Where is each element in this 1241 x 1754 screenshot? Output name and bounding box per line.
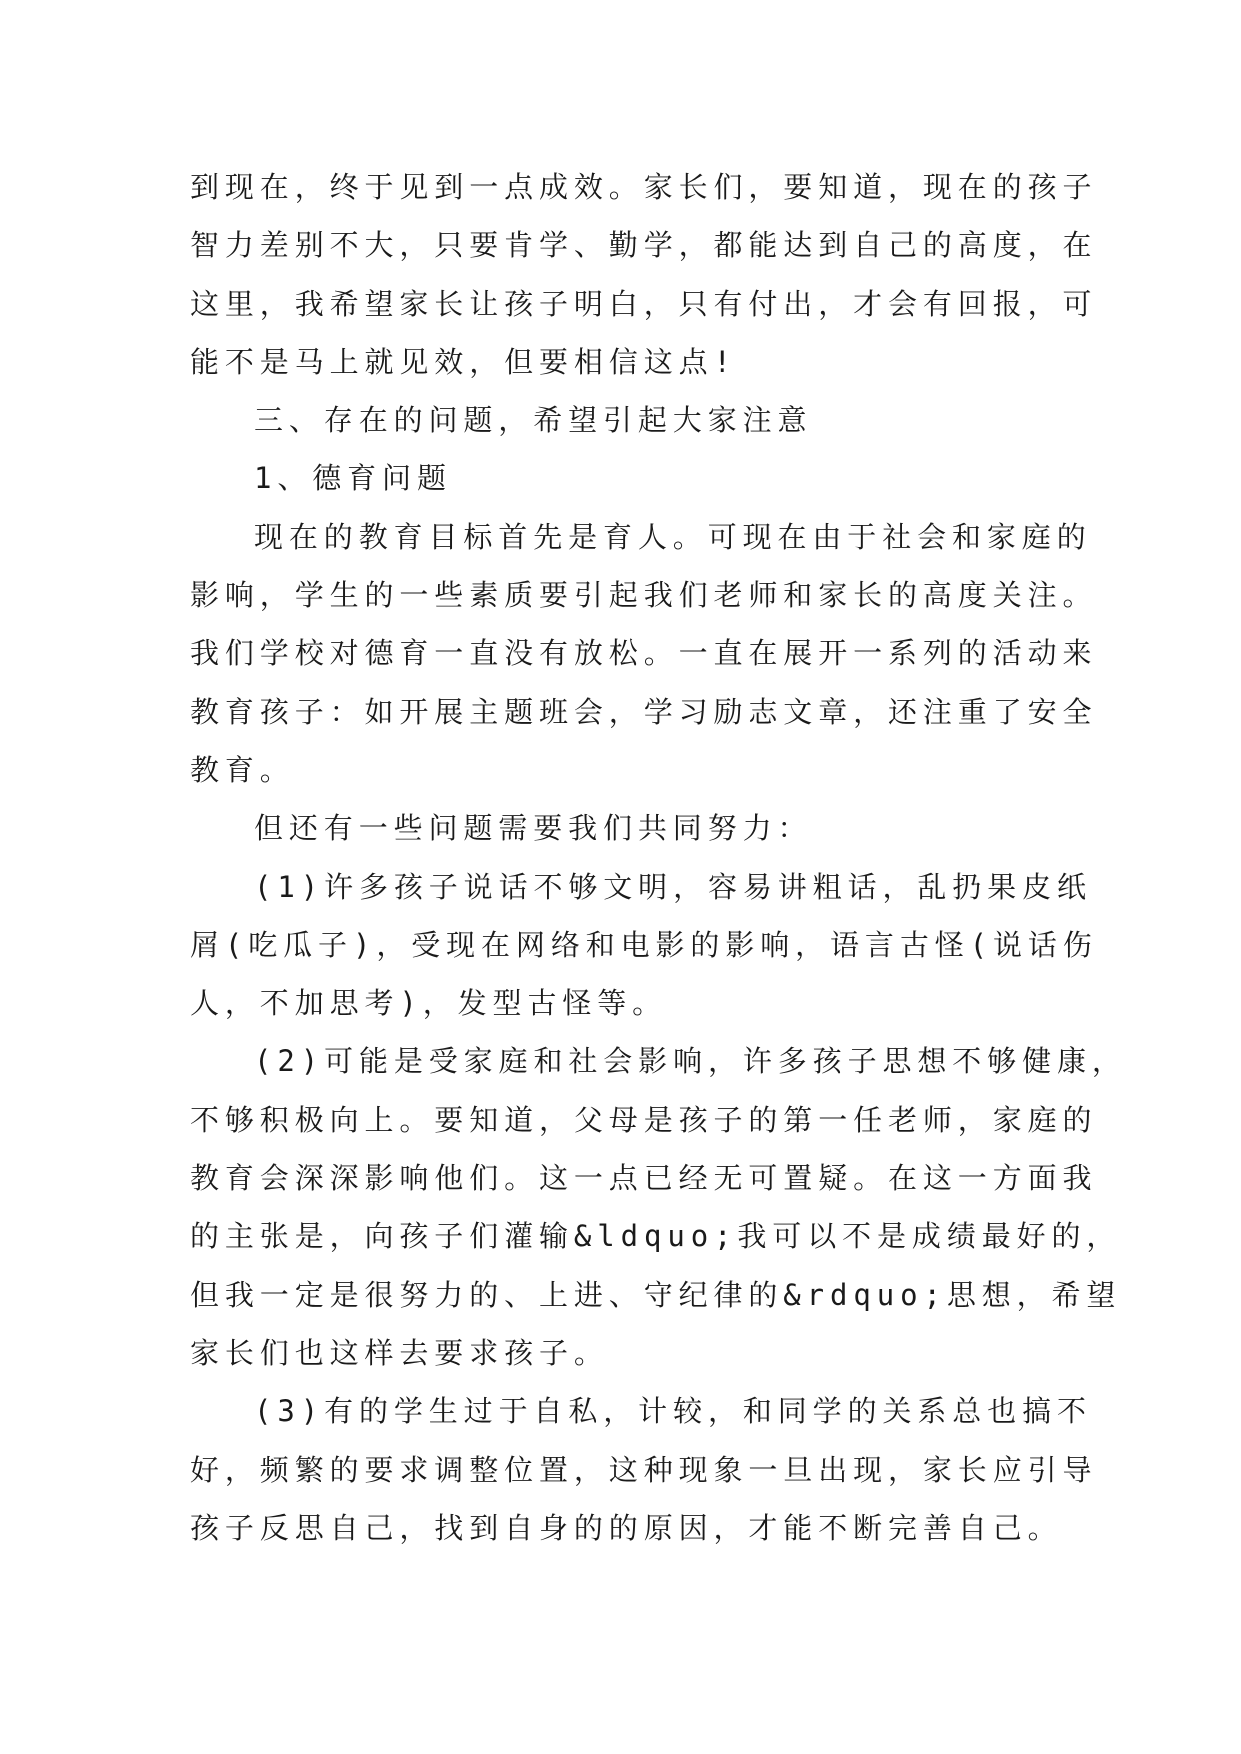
text-line: 我们学校对德育一直没有放松。一直在展开一系列的活动来 — [190, 636, 1098, 671]
list-item-2: (2)可能是受家庭和社会影响，许多孩子思想不够健康， — [254, 1044, 1127, 1079]
text-line: 现在的教育目标首先是育人。可现在由于社会和家庭的 — [254, 519, 1092, 554]
text-line: 教育孩子：如开展主题班会，学习励志文章，还注重了安全 — [190, 694, 1098, 729]
text-line: 教育会深深影响他们。这一点已经无可置疑。在这一方面我 — [190, 1161, 1098, 1196]
text-line: 这里，我希望家长让孩子明白，只有付出，才会有回报，可 — [190, 286, 1098, 321]
text-line: 影响，学生的一些素质要引起我们老师和家长的高度关注。 — [190, 578, 1098, 613]
text-line: 人，不加思考)，发型古怪等。 — [190, 986, 668, 1021]
text-line: 但还有一些问题需要我们共同努力： — [254, 811, 813, 846]
text-line: 能不是马上就见效，但要相信这点! — [190, 344, 737, 379]
text-line: 但我一定是很努力的、上进、守纪律的&rdquo;思想，希望 — [190, 1277, 1122, 1312]
text-line: 智力差别不大，只要肯学、勤学，都能达到自己的高度，在 — [190, 228, 1098, 263]
document-body — [190, 158, 1127, 1557]
text-line: 屑(吃瓜子)，受现在网络和电影的影响，语言古怪(说话伤 — [190, 927, 1098, 962]
subsection-heading: 1、德育问题 — [254, 461, 452, 496]
list-item-3: (3)有的学生过于自私，计较，和同学的关系总也搞不 — [254, 1394, 1092, 1429]
text-line: 孩子反思自己，找到自身的的原因，才能不断完善自己。 — [190, 1510, 1063, 1545]
section-heading: 三、存在的问题，希望引起大家注意 — [254, 403, 813, 438]
text-line: 家长们也这样去要求孩子。 — [190, 1335, 609, 1370]
text-line: 不够积极向上。要知道，父母是孩子的第一任老师，家庭的 — [190, 1102, 1098, 1137]
text-line: 教育。 — [190, 752, 295, 787]
text-line: 到现在，终于见到一点成效。家长们，要知道，现在的孩子 — [190, 170, 1098, 204]
list-item-1: (1)许多孩子说话不够文明，容易讲粗话，乱扔果皮纸 — [254, 869, 1092, 904]
text-line: 的主张是，向孩子们灌输&ldquo;我可以不是成绩最好的， — [190, 1219, 1122, 1254]
text-line: 好，频繁的要求调整位置，这种现象一旦出现，家长应引导 — [190, 1452, 1098, 1487]
